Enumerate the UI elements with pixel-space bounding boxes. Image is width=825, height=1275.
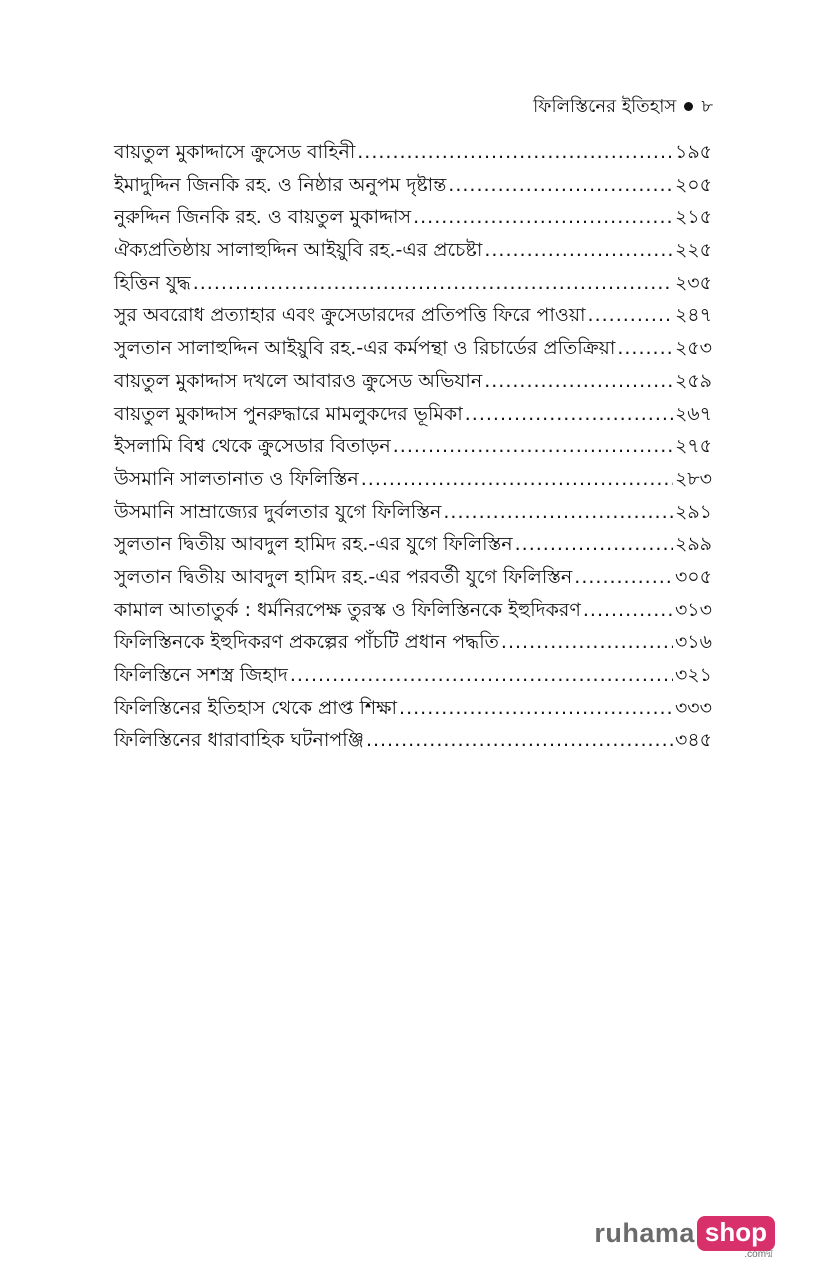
toc-dot-leader xyxy=(465,398,673,431)
toc-entry xyxy=(114,528,712,561)
toc-entry-page: ২৯১ xyxy=(674,500,712,523)
toc-entry xyxy=(114,463,712,496)
toc-dot-leader xyxy=(361,463,673,496)
toc-dot-leader xyxy=(574,561,673,594)
toc-entry-page: ৩১৩ xyxy=(674,598,712,621)
toc-entry-page: ৩৪৫ xyxy=(674,729,712,752)
toc-dot-leader xyxy=(366,724,673,757)
toc-entry xyxy=(114,234,712,267)
toc-entry xyxy=(114,136,712,169)
logo-text-domain: .comদ্ম xyxy=(744,1248,773,1260)
toc-entry xyxy=(114,332,712,365)
toc-entry xyxy=(114,594,712,627)
toc-entry-page: ১৯৫ xyxy=(675,141,712,163)
book-title: ফিলিস্তিনের ইতিহাস xyxy=(533,96,677,117)
toc-entry-title: উসমানি সালতানাত ও ফিলিস্তিন xyxy=(114,467,359,490)
toc-entry-title: নুরুদ্দিন জিনকি রহ. ও বায়তুল মুকাদ্দাস xyxy=(114,206,412,229)
toc-dot-leader xyxy=(617,332,673,365)
toc-entry-title: বায়তুল মুকাদ্দাস দখলে আবারও ক্রুসেড অভিযান xyxy=(114,369,483,392)
toc-entry-title: ফিলিস্তিনের ধারাবাহিক ঘটনাপঞ্জি xyxy=(114,729,364,752)
toc-entry xyxy=(114,724,712,757)
toc-entry-title: উসমানি সাম্রাজ্যের দুর্বলতার যুগে ফিলিস্তিন xyxy=(114,500,442,523)
toc-dot-leader xyxy=(290,659,673,692)
toc-dot-leader xyxy=(583,594,673,627)
toc-entry xyxy=(114,692,712,725)
toc-entry-title: ইসলামি বিশ্ব থেকে ক্রুসেডার বিতাড়ন xyxy=(114,435,391,458)
toc-entry-title: বায়তুল মুকাদ্দাসে ক্রুসেড বাহিনী xyxy=(114,141,356,163)
toc-entry-title: ফিলিস্তিনকে ইহুদিকরণ প্রকল্পের পাঁচটি প্রধান পদ্ধতি xyxy=(114,631,499,654)
toc-dot-leader xyxy=(193,267,673,300)
toc-entry-title: বায়তুল মুকাদ্দাস পুনরুদ্ধারে মামলুকদের ভূমিকা xyxy=(114,402,463,425)
toc-dot-leader xyxy=(357,136,673,169)
toc-entry xyxy=(114,561,712,594)
toc-entry-page: ৩০৫ xyxy=(674,565,712,588)
toc-entry-title: ইমাদুদ্দিন জিনকি রহ. ও নিষ্ঠার অনুপম দৃষ্টান্ত xyxy=(114,173,447,196)
table-of-contents xyxy=(114,136,712,757)
toc-entry-page: ২২৫ xyxy=(674,239,712,262)
toc-entry-title: কামাল আতাতুর্ক : ধর্মনিরপেক্ষ তুরস্ক ও ফিলিস্তিনকে ইহুদিকরণ xyxy=(114,598,581,621)
logo-text-shop: shop xyxy=(697,1216,775,1251)
toc-entry xyxy=(114,201,712,234)
toc-entry-page: ২৫৯ xyxy=(674,369,712,392)
toc-entry xyxy=(114,169,712,202)
toc-dot-leader xyxy=(501,626,673,659)
toc-entry xyxy=(114,430,712,463)
bullet-separator xyxy=(684,102,693,111)
toc-entry-page: ৩২১ xyxy=(674,664,712,686)
ruhama-shop-logo xyxy=(594,1211,775,1260)
toc-entry xyxy=(114,659,712,692)
toc-entry xyxy=(114,299,712,332)
toc-entry-title: ঐক্যপ্রতিষ্ঠায় সালাহুদ্দিন আইয়ুবি রহ.-এর প্রচেষ্টা xyxy=(114,239,483,262)
toc-dot-leader xyxy=(515,528,673,561)
toc-entry-title: সুলতান সালাহুদ্দিন আইয়ুবি রহ.-এর কর্মপন্থা ও রিচার্ডের প্রতিক্রিয়া xyxy=(114,337,616,360)
toc-entry xyxy=(114,365,712,398)
toc-entry-page: ২৬৭ xyxy=(674,402,712,425)
toc-entry-title: হিত্তিন যুদ্ধ xyxy=(114,271,191,294)
toc-entry-page: ২৯৯ xyxy=(674,533,712,556)
logo-text-ruhama: ruhama xyxy=(594,1217,695,1248)
toc-entry xyxy=(114,626,712,659)
toc-dot-leader xyxy=(393,430,673,463)
toc-dot-leader xyxy=(399,692,673,725)
toc-dot-leader xyxy=(484,365,673,398)
toc-dot-leader xyxy=(588,299,673,332)
toc-entry xyxy=(114,398,712,431)
toc-entry-title: সুর অবরোধ প্রত্যাহার এবং ক্রুসেডারদের প্রতিপত্তি ফিরে পাওয়া xyxy=(114,304,586,327)
toc-entry-page: ৩১৬ xyxy=(674,631,712,654)
toc-entry-title: সুলতান দ্বিতীয় আবদুল হামিদ রহ.-এর যুগে ফিলিস্তিন xyxy=(114,533,513,556)
toc-entry-title: ফিলিস্তিনে সশস্ত্র জিহাদ xyxy=(114,664,288,686)
toc-entry-page: ২৮৩ xyxy=(674,467,712,490)
toc-dot-leader xyxy=(448,169,673,202)
toc-dot-leader xyxy=(413,201,673,234)
toc-entry-page: ২৩৫ xyxy=(674,271,712,294)
toc-entry-page: ২৭৫ xyxy=(674,435,712,458)
toc-dot-leader xyxy=(484,234,673,267)
toc-entry xyxy=(114,267,712,300)
toc-entry-page: ২৪৭ xyxy=(674,304,712,327)
toc-dot-leader xyxy=(443,496,673,529)
toc-entry-page: ২৫৩ xyxy=(674,337,712,360)
toc-entry xyxy=(114,496,712,529)
toc-entry-page: ২১৫ xyxy=(674,206,712,229)
toc-entry-page: ২০৫ xyxy=(674,173,712,196)
toc-entry-title: ফিলিস্তিনের ইতিহাস থেকে প্রাপ্ত শিক্ষা xyxy=(114,696,398,719)
running-header xyxy=(533,92,713,123)
toc-entry-page: ৩৩৩ xyxy=(674,696,712,719)
page-number: ৮ xyxy=(701,96,713,117)
toc-entry-title: সুলতান দ্বিতীয় আবদুল হামিদ রহ.-এর পরবর্তী যুগে ফিলিস্তিন xyxy=(114,565,573,588)
